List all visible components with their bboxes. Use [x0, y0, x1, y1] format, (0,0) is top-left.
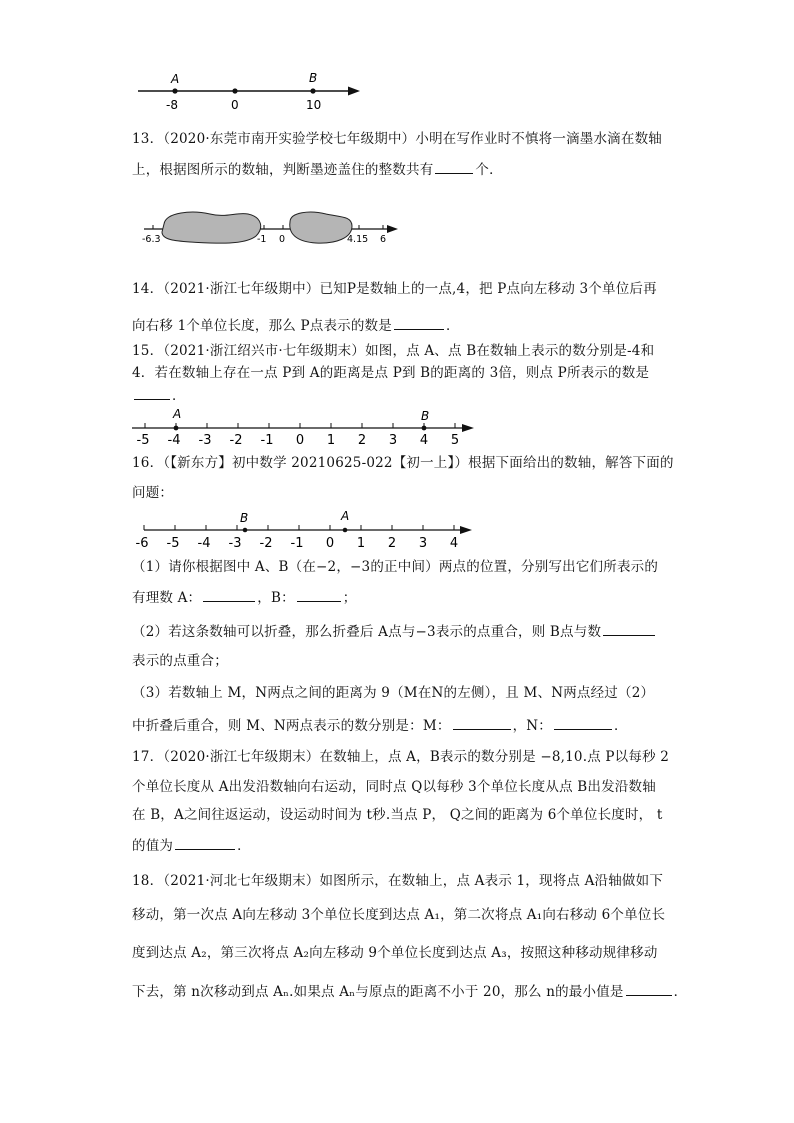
blot-tick-label: -6.3	[142, 234, 161, 245]
fig16-tick-label: -6	[135, 536, 149, 551]
fig16-tick-label: 3	[418, 536, 428, 551]
fig15-tick-label: 4	[419, 433, 429, 448]
q16-text: 中折叠后重合，则 M、N两点表示的数分别是：M：	[132, 718, 451, 734]
blot-tick-label: 4.15	[347, 234, 369, 245]
q16-text: （2）若这条数轴可以折叠，那么折叠后 A点与−3表示的点重合，则 B点与数	[132, 624, 602, 640]
fig15-tick-label: -1	[260, 433, 274, 448]
q16-text: 有理数 A：	[132, 590, 202, 606]
fig15-tick-label: 1	[326, 433, 336, 448]
q15-line-1: 15．（2021·浙江绍兴市·七年级期末）如图，点 A、点 B在数轴上表示的数分别是-4和	[132, 343, 655, 359]
fig15-tick-label: 3	[388, 433, 398, 448]
q18-line-2: 移动，第一次点 A向左移动 3个单位长度到达点 A₁，第二次将点 A₁向右移动 6个单位长	[132, 907, 666, 923]
q17-line-2: 个单位长度从 A出发沿数轴向右运动，同时点 Q以每秒 3个单位长度从点 B出发沿数轴	[132, 779, 656, 795]
fig15-tick-label: -4	[167, 433, 181, 448]
fig16-tick-label: 2	[387, 536, 397, 551]
fig16-tick-label: 1	[356, 536, 366, 551]
answer-blank	[554, 716, 612, 730]
blot-tick-label: 6	[380, 234, 387, 245]
fig1-tick-label: -8	[166, 98, 178, 112]
q18-text: 下去，第 n次移动到点 Aₙ.如果点 Aₙ与原点的距离不小于 20，那么 n的最小值是	[132, 984, 624, 1000]
q13-line-1: 13．（2020·东莞市南开实验学校七年级期中）小明在写作业时不慎将一滴墨水滴在数轴	[132, 131, 662, 147]
q18-line-1: 18．（2021·河北七年级期末）如图所示，在数轴上，点 A表示 1，现将点 A沿轴做如下	[132, 873, 664, 889]
blot-tick-label: 0	[279, 234, 286, 245]
number-line-figure-16	[130, 506, 484, 552]
fig16-tick-label: 4	[449, 536, 459, 551]
fig15-tick-label: 2	[357, 433, 367, 448]
q13-text: 个．	[475, 162, 503, 178]
fig15-tick-label: -5	[136, 433, 150, 448]
fig15-tick-label: -3	[198, 433, 212, 448]
answer-blank	[297, 588, 341, 602]
q15-text: ．	[172, 388, 186, 404]
q17-line-3: 在 B，A之间往返运动，设运动时间为 t秒.当点 P， Q之间的距离为 6个单位长度时， t	[132, 807, 663, 823]
fig16-tick-label: -3	[228, 536, 242, 551]
q18-line-4	[132, 982, 688, 1001]
q16-line-1: 16．（【新东方】初中数学 20210625-022【初一上】）根据下面给出的数轴，解答下面的	[132, 455, 674, 471]
answer-blank	[435, 160, 473, 174]
q16-text: ，N：	[512, 718, 552, 734]
q16-part3-line-1: （3）若数轴上 M，N两点之间的距离为 9（M在N的左侧），且 M、N两点经过（2）	[132, 685, 655, 701]
q14-text: ．	[445, 318, 460, 334]
q14-line-2	[132, 316, 677, 335]
fig16-label-b: B	[240, 511, 249, 525]
answer-blank	[134, 386, 170, 400]
fig15-tick-label: -2	[229, 433, 243, 448]
fig16-tick-label: 0	[325, 536, 335, 551]
answer-blank	[453, 716, 511, 730]
q16-part1-line-2	[132, 588, 677, 607]
fig1-tick-label: 0	[231, 98, 239, 112]
q16-part2-line-2: 表示的点重合；	[132, 653, 228, 669]
answer-blank	[603, 622, 655, 636]
fig1-tick-label: 10	[306, 98, 322, 112]
q15-line-3	[132, 386, 677, 405]
q14-text: 向右移 1个单位长度，那么 P点表示的数是	[132, 318, 392, 334]
fig1-label-a: A	[171, 72, 180, 86]
q16-part3-line-2	[132, 716, 677, 735]
q18-line-3: 度到达点 A₂，第三次将点 A₂向左移动 9个单位长度到达点 A₃，按照这种移动规律移动	[132, 945, 658, 961]
q18-text: ．	[673, 984, 688, 1000]
q16-text: ．	[613, 718, 628, 734]
fig15-tick-label: 0	[295, 433, 305, 448]
answer-blank	[203, 588, 255, 602]
ink-blot-left	[162, 212, 261, 243]
fig15-label-a: A	[173, 407, 182, 421]
blot-tick-label: -1	[257, 234, 267, 245]
fig15-label-b: B	[421, 409, 430, 423]
fig1-label-b: B	[309, 71, 318, 85]
fig16-tick-label: -1	[290, 536, 304, 551]
answer-blank	[175, 836, 235, 850]
fig16-tick-label: -2	[259, 536, 273, 551]
answer-blank	[626, 982, 672, 996]
q17-line-1: 17．（2020·浙江七年级期末）在数轴上，点 A，B表示的数分别是 −8,10.点 P以每秒 2	[132, 749, 670, 765]
q13-line-2	[132, 160, 677, 179]
q17-text: ．	[237, 838, 251, 854]
fig16-tick-label: -4	[197, 536, 211, 551]
q16-part1-line-1: （1）请你根据图中 A、B（在−2，−3的正中间）两点的位置，分别写出它们所表示的	[132, 559, 659, 575]
answer-blank	[394, 316, 444, 330]
number-line-figure-1	[130, 66, 370, 114]
ink-blot-right	[290, 212, 352, 243]
fig16-tick-label: -5	[166, 536, 180, 551]
q16-part2-line-1	[132, 622, 677, 641]
fig16-label-a: A	[341, 509, 350, 523]
number-line-figure-15	[130, 404, 490, 448]
q17-text: 的值为	[132, 838, 174, 854]
q16-text: ；	[342, 590, 357, 606]
q13-text: 上，根据图所示的数轴，判断墨迹盖住的整数共有	[132, 162, 434, 178]
q16-text: ，B：	[257, 590, 295, 606]
fig15-tick-label: 5	[450, 433, 460, 448]
ink-blot-number-line	[140, 206, 404, 250]
q15-line-2: 4．若在数轴上存在一点 P到 A的距离是点 P到 B的距离的 3倍，则点 P所表示的数是	[132, 365, 650, 381]
q16-line-2: 问题：	[132, 485, 174, 501]
q14-line-1: 14．（2021·浙江七年级期中）已知P是数轴上的一点,4，把 P点向左移动 3个单位后再	[132, 281, 657, 297]
q17-line-4	[132, 836, 677, 855]
